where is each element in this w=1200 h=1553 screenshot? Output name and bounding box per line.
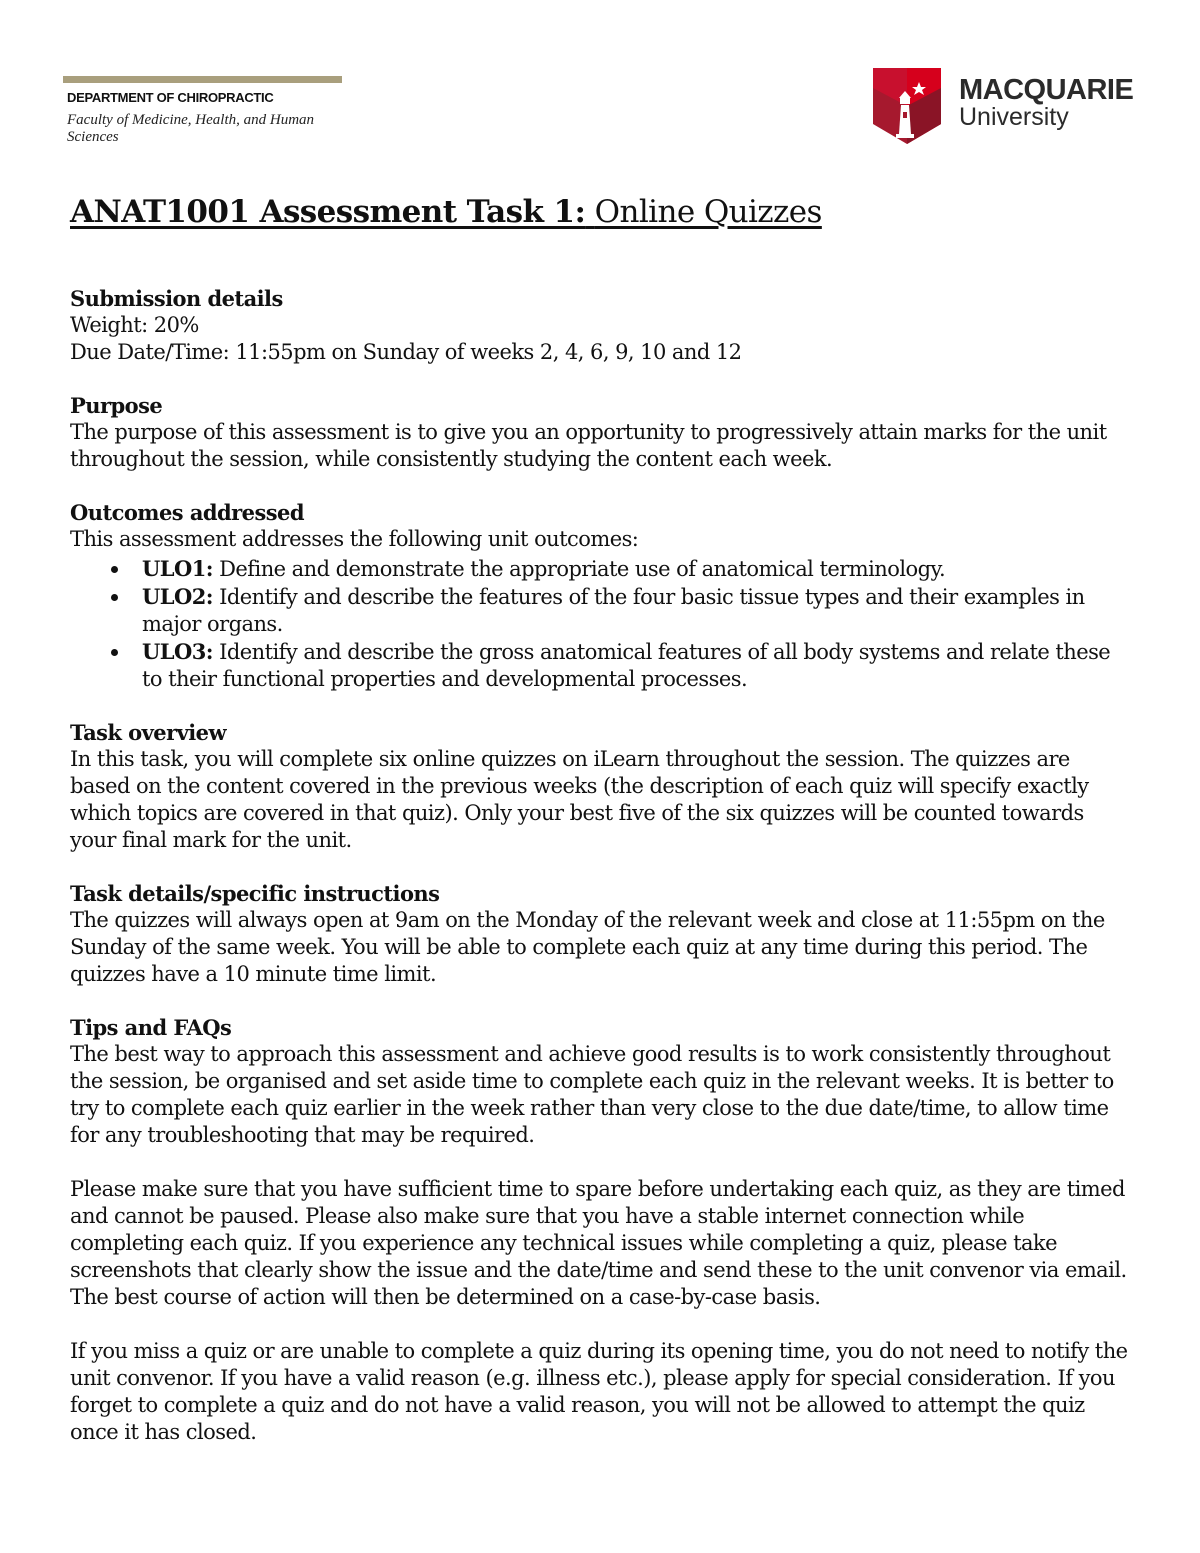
submission-section bbox=[70, 285, 1135, 366]
overview-text: In this task, you will complete six online quizzes on iLearn throughout the session. The quizzes are based on the content covered in the previous weeks (the description of each quiz will specify exactly which topics are covered in that quiz). Only your best five of the six quizzes will be counted towards your final mark for the unit. bbox=[70, 747, 1089, 852]
outcomes-intro: This assessment addresses the following unit outcomes: bbox=[70, 527, 639, 551]
details-heading: Task details/specific instructions bbox=[70, 881, 440, 906]
tips-heading: Tips and FAQs bbox=[70, 1015, 232, 1040]
lighthouse-shield-icon bbox=[873, 68, 943, 144]
purpose-heading: Purpose bbox=[70, 393, 163, 418]
tips-paragraph: Please make sure that you have sufficient time to spare before undertaking each quiz, as they are timed and cannot be paused. Please also make sure that you have a stable internet connection while completing each quiz. If you experience any technical issues while completing a quiz, please take screenshots that clearly show the issue and the date/time and send these to the unit convenor via email. The best course of action will then be determined on a case-by-case basis. bbox=[70, 1177, 1127, 1309]
ulo-code: ULO3: bbox=[142, 639, 213, 664]
page-title bbox=[70, 192, 822, 232]
overview-section bbox=[70, 719, 1135, 854]
ulo-code: ULO1: bbox=[142, 556, 213, 581]
document-body bbox=[70, 285, 1135, 1472]
due-text: Due Date/Time: 11:55pm on Sunday of weeks 2, 4, 6, 9, 10 and 12 bbox=[70, 340, 742, 364]
ulo-code: ULO2: bbox=[142, 584, 213, 609]
list-item bbox=[142, 555, 1135, 583]
list-item bbox=[142, 638, 1135, 693]
ulo-text: Identify and describe the features of the four basic tissue types and their examples in major organs. bbox=[142, 585, 1085, 636]
outcomes-heading: Outcomes addressed bbox=[70, 500, 304, 525]
details-section bbox=[70, 880, 1135, 988]
purpose-text: The purpose of this assessment is to give you an opportunity to progressively attain marks for the unit throughout the session, while consistently studying the content each week. bbox=[70, 420, 1107, 471]
submission-heading: Submission details bbox=[70, 286, 283, 311]
ulo-text: Define and demonstrate the appropriate use of anatomical terminology. bbox=[219, 557, 946, 581]
tips-section bbox=[70, 1014, 1135, 1446]
department-rule bbox=[63, 76, 342, 83]
list-item bbox=[142, 583, 1135, 638]
tips-paragraph: The best way to approach this assessment and achieve good results is to work consistently throughout the session, be organised and set aside time to complete each quiz in the relevant weeks. It is better to try to complete each quiz earlier in the week rather than very close to the due date/time, to allow time for any troubleshooting that may be required. bbox=[70, 1042, 1114, 1147]
details-text: The quizzes will always open at 9am on the Monday of the relevant week and close at 11:55pm on the Sunday of the same week. You will be able to complete each quiz at any time during this period. The quizzes have a 10 minute time limit. bbox=[70, 908, 1105, 986]
university-logo bbox=[873, 68, 1143, 144]
logo-subtitle: University bbox=[959, 103, 1069, 131]
purpose-section bbox=[70, 392, 1135, 473]
ulo-text: Identify and describe the gross anatomical features of all body systems and relate these to their functional properties and developmental processes. bbox=[142, 640, 1111, 691]
title-bold: ANAT1001 Assessment Task 1: bbox=[70, 194, 586, 230]
overview-heading: Task overview bbox=[70, 720, 227, 745]
title-regular: Online Quizzes bbox=[594, 194, 822, 230]
weight-text: Weight: 20% bbox=[70, 313, 199, 337]
department-name: DEPARTMENT OF CHIROPRACTIC bbox=[67, 90, 274, 105]
tips-paragraph: If you miss a quiz or are unable to complete a quiz during its opening time, you do not need to notify the unit convenor. If you have a valid reason (e.g. illness etc.), please apply for special consideration. If you forget to complete a quiz and do not have a valid reason, you will not be allowed to attempt the quiz once it has closed. bbox=[70, 1339, 1128, 1444]
outcomes-list bbox=[70, 555, 1135, 693]
logo-wordmark: MACQUARIE bbox=[959, 74, 1134, 106]
outcomes-section bbox=[70, 499, 1135, 693]
faculty-name: Faculty of Medicine, Health, and Human Sciences bbox=[67, 112, 315, 145]
